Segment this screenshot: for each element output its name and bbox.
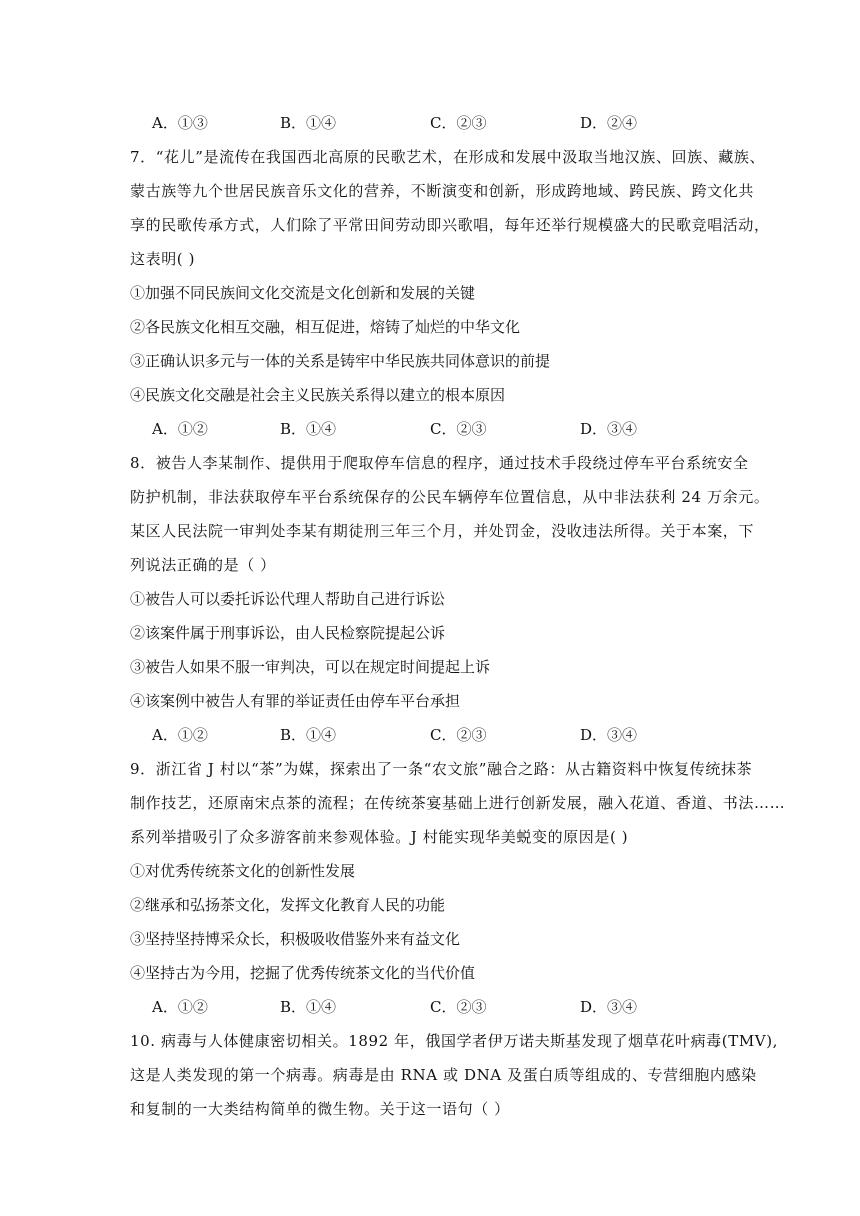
q8-item-2: ②该案件属于刑事诉讼，由人民检察院提起公诉 xyxy=(130,624,446,642)
q8-stem-line-1: 8．被告人李某制作、提供用于爬取停车信息的程序，通过技术手段绕过停车平台系统安全 xyxy=(130,454,749,472)
q9-item-3: ③坚持坚持博采众长，积极吸收借鉴外来有益文化 xyxy=(130,930,461,948)
q6-options xyxy=(152,112,752,134)
q6-option-a: A．①③ xyxy=(152,114,208,132)
q10-stem-line-3: 和复制的一大类结构简单的微生物。关于这一语句（ ） xyxy=(130,1100,510,1118)
q6-option-d: D．②④ xyxy=(580,114,638,132)
q9-item-1: ①对优秀传统茶文化的创新性发展 xyxy=(130,862,356,880)
q6-option-b: B．①④ xyxy=(280,114,337,132)
q8-item-3: ③被告人如果不服一审判决，可以在规定时间提起上诉 xyxy=(130,658,491,676)
q9-stem-line-2: 制作技艺，还原南宋点茶的流程；在传统茶宴基础上进行创新发展，融入花道、香道、书法…… xyxy=(130,794,786,812)
q7-option-c: C．②③ xyxy=(430,420,487,438)
q9-option-c: C．②③ xyxy=(430,998,487,1016)
q9-option-b: B．①④ xyxy=(280,998,337,1016)
q8-option-b: B．①④ xyxy=(280,726,337,744)
q8-stem-line-3: 某区人民法院一审判处李某有期徒刑三年三个月，并处罚金，没收违法所得。关于本案，下 xyxy=(130,522,755,540)
q8-stem-line-2: 防护机制，非法获取停车平台系统保存的公民车辆停车位置信息，从中非法获利 24 万余元。 xyxy=(130,488,770,506)
q7-options xyxy=(152,418,752,440)
q8-option-d: D．③④ xyxy=(580,726,638,744)
q10-stem-line-2: 这是人类发现的第一个病毒。病毒是由 RNA 或 DNA 及蛋白质等组成的、专营细胞内感染 xyxy=(130,1066,757,1084)
q7-option-a: A．①② xyxy=(152,420,208,438)
q7-stem-line-2: 蒙古族等九个世居民族音乐文化的营养，不断演变和创新，形成跨地域、跨民族、跨文化共 xyxy=(130,182,755,200)
q7-stem-line-3: 享的民歌传承方式，人们除了平常田间劳动即兴歌唱，每年还举行规模盛大的民歌竞唱活动， xyxy=(130,216,770,234)
q9-option-a: A．①② xyxy=(152,998,208,1016)
q8-option-a: A．①② xyxy=(152,726,208,744)
q8-item-1: ①被告人可以委托诉讼代理人帮助自己进行诉讼 xyxy=(130,590,446,608)
q6-option-c: C．②③ xyxy=(430,114,487,132)
q7-option-b: B．①④ xyxy=(280,420,337,438)
q7-stem-line-4: 这表明( ) xyxy=(130,250,196,268)
q7-item-2: ②各民族文化相互交融，相互促进，熔铸了灿烂的中华文化 xyxy=(130,318,521,336)
q7-item-1: ①加强不同民族间文化交流是文化创新和发展的关键 xyxy=(130,284,476,302)
q10-stem-line-1: 10. 病毒与人体健康密切相关。1892 年，俄国学者伊万诺夫斯基发现了烟草花叶病毒(TMV), xyxy=(130,1032,779,1050)
q8-stem-line-4: 列说法正确的是（ ） xyxy=(130,556,276,574)
q8-options xyxy=(152,724,752,746)
q9-option-d: D．③④ xyxy=(580,998,638,1016)
q8-item-4: ④该案例中被告人有罪的举证责任由停车平台承担 xyxy=(130,692,461,710)
q7-stem-line-1: 7．“花儿”是流传在我国西北高原的民歌艺术，在形成和发展中汲取当地汉族、回族、藏族、 xyxy=(130,148,766,166)
q7-item-4: ④民族文化交融是社会主义民族关系得以建立的根本原因 xyxy=(130,386,506,404)
q7-option-d: D．③④ xyxy=(580,420,638,438)
q8-option-c: C．②③ xyxy=(430,726,487,744)
q9-item-2: ②继承和弘扬茶文化，发挥文化教育人民的功能 xyxy=(130,896,446,914)
q7-item-3: ③正确认识多元与一体的关系是铸牢中华民族共同体意识的前提 xyxy=(130,352,551,370)
q9-options xyxy=(152,996,752,1018)
q9-stem-line-1: 9．浙江省 J 村以“茶”为媒，探索出了一条“农文旅”融合之路：从古籍资料中恢复传统抹茶 xyxy=(130,760,753,778)
q9-stem-line-3: 系列举措吸引了众多游客前来参观体验。J 村能实现华美蜕变的原因是( ) xyxy=(130,828,629,846)
q9-item-4: ④坚持古为今用，挖掘了优秀传统茶文化的当代价值 xyxy=(130,964,476,982)
